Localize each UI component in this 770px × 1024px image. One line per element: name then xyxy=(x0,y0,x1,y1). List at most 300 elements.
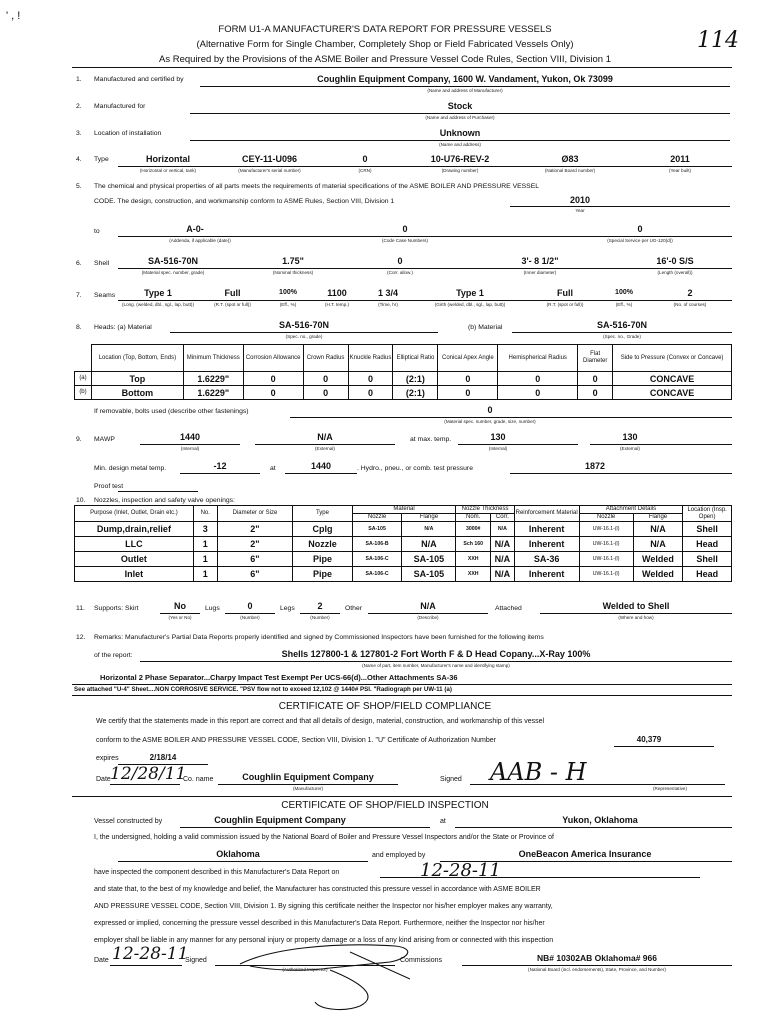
proof-test-label: Proof test xyxy=(94,483,124,490)
line-number: 12. xyxy=(76,634,86,641)
inspection-text: have inspected the component described in this Manufacturer's Data Report on xyxy=(94,869,340,876)
year-built-value[interactable]: 2011 xyxy=(670,154,690,164)
caption: (Where and how) xyxy=(618,615,654,620)
legs-label: Legs xyxy=(280,605,295,612)
location-caption: (Name and address) xyxy=(439,142,481,147)
caption: (Authorized Inspector) xyxy=(282,967,328,972)
handwritten-date[interactable]: 12/28/11 xyxy=(110,764,187,784)
table-cell[interactable]: Nozzle xyxy=(293,537,352,552)
attached-line xyxy=(540,613,732,614)
special-service-value[interactable]: 0 xyxy=(637,224,643,234)
caption: (Girth (welded, dbl., sgl., lap, butt)) xyxy=(434,302,506,307)
caption: (Time, hr) xyxy=(378,302,398,307)
remarks-divider xyxy=(72,695,732,696)
purchaser-value[interactable]: Stock xyxy=(447,101,473,111)
caption: (Material spec. number, grade, size, number) xyxy=(444,419,536,424)
caption: (Eff., %) xyxy=(615,302,633,307)
vessel-orientation-value[interactable]: Horizontal xyxy=(146,154,190,164)
col-header: Corr. xyxy=(490,514,514,522)
caption: (Drawing number) xyxy=(441,168,479,173)
table-cell[interactable]: CONCAVE xyxy=(613,386,732,400)
table-cell[interactable]: N/A xyxy=(633,537,683,552)
compliance-text: We certify that the statements made in this report are correct and that all details of design, material, construction, and workmanship of this vessel xyxy=(96,718,545,725)
table-cell[interactable]: SA-106-C xyxy=(352,567,402,582)
remarks-line-2[interactable]: Horizontal 2 Phase Separator...Charpy Impact Test Exempt Per UCS-66(d)...Other Attachments SA-36 xyxy=(100,673,458,682)
authorization-number-value[interactable]: 40,379 xyxy=(636,735,662,744)
table-cell[interactable]: N/A xyxy=(490,522,514,537)
table-cell[interactable]: 1.6229" xyxy=(183,386,243,400)
handwritten-date[interactable]: 12-28-11 xyxy=(112,944,189,964)
col-header: Elliptical Ratio xyxy=(393,345,438,372)
table-cell[interactable]: CONCAVE xyxy=(613,372,732,386)
edition-year-value[interactable]: 2010 xyxy=(569,195,591,205)
col-header: Side to Pressure (Convex or Concave) xyxy=(613,345,732,372)
caption: (Special Service per UG-120(d)) xyxy=(607,238,673,243)
caption: (Eff., %) xyxy=(279,302,297,307)
col-header: Attachment Details xyxy=(579,506,683,514)
removable-bolts-value[interactable]: 0 xyxy=(487,405,493,415)
table-cell[interactable]: 0 xyxy=(438,386,498,400)
col-header: Crown Radius xyxy=(303,345,348,372)
company-name-value[interactable]: Coughlin Equipment Company xyxy=(242,772,374,782)
courses-value[interactable]: 2 xyxy=(687,288,693,298)
table-cell[interactable]: Inherent xyxy=(514,567,579,582)
table-cell[interactable]: Shell xyxy=(683,552,732,567)
table-cell[interactable]: UW-16.1-(l) xyxy=(579,552,633,567)
table-cell[interactable]: 0 xyxy=(498,386,578,400)
attached-value[interactable]: Welded to Shell xyxy=(602,601,670,611)
type-field-line xyxy=(118,166,732,167)
table-cell[interactable]: Inherent xyxy=(514,522,579,537)
purchaser-label: Manufactured for xyxy=(94,103,146,110)
table-cell[interactable]: Pipe xyxy=(293,552,352,567)
corner-marks: ' , ! xyxy=(6,10,21,22)
table-cell[interactable]: 0 xyxy=(303,386,348,400)
line-number: 7. xyxy=(76,292,82,299)
ht-temp-value[interactable]: 1100 xyxy=(327,288,347,298)
commission-state-value[interactable]: Oklahoma xyxy=(216,849,260,859)
employer-value[interactable]: OneBeacon America Insurance xyxy=(518,849,652,859)
table-cell[interactable]: 0 xyxy=(578,372,613,386)
compliance-certificate-title: CERTIFICATE OF SHOP/FIELD COMPLIANCE xyxy=(278,701,492,712)
col-header: Type xyxy=(293,506,352,522)
table-cell[interactable]: SA-106-C xyxy=(352,552,402,567)
mawp-label: MAWP xyxy=(94,436,115,443)
date-label: Date xyxy=(96,776,111,783)
employed-by-label: and employed by xyxy=(372,852,426,859)
col-header: Location (Insp. Open) xyxy=(683,506,732,522)
form-title: FORM U1-A MANUFACTURER'S DATA REPORT FOR PRESSURE VESSELS xyxy=(218,24,552,35)
proof-line xyxy=(118,491,198,492)
shell-label: Shell xyxy=(94,260,110,267)
max-temp-label: at max. temp. xyxy=(410,436,452,443)
caption: (Spec. no., Grade) xyxy=(603,334,641,339)
table-cell[interactable]: LLC xyxy=(75,537,194,552)
inspection-text: I, the undersigned, holding a valid commission issued by the National Board of Boiler and Pressure Vessel Inspectors and/or the State or Province of xyxy=(94,834,554,841)
manufacturer-signature[interactable]: AAB - H xyxy=(490,758,587,786)
date-line xyxy=(110,965,182,966)
other-support-value[interactable]: N/A xyxy=(420,601,436,611)
header-divider xyxy=(72,67,732,68)
table-cell[interactable]: 3000# xyxy=(456,522,491,537)
table-cell[interactable]: 1 xyxy=(193,537,217,552)
girth-efficiency-value[interactable]: 100% xyxy=(615,289,633,296)
caption: (Describe) xyxy=(417,615,439,620)
other-line xyxy=(368,613,488,614)
remarks-line xyxy=(140,661,732,662)
line-number: 6. xyxy=(76,260,82,267)
nozzles-table xyxy=(74,505,732,582)
caption: (Nominal thickness) xyxy=(272,270,314,275)
code-case-value[interactable]: 0 xyxy=(402,224,408,234)
col-header: Conical Apex Angle xyxy=(438,345,498,372)
table-cell[interactable]: 1 xyxy=(193,552,217,567)
temp-int-line xyxy=(458,444,578,445)
caption: (H.T. temp.) xyxy=(325,302,349,307)
co-name-label: Co. name xyxy=(183,776,214,783)
shell-length-value[interactable]: 16'-0 S/S xyxy=(656,256,694,266)
inspection-certificate-title: CERTIFICATE OF SHOP/FIELD INSPECTION xyxy=(281,800,489,811)
lugs-line xyxy=(225,613,275,614)
inspection-text: AND PRESSURE VESSEL CODE, Section VIII, Division 1. By signing this certificate neither the Inspector nor his/her employer makes any warranty, xyxy=(94,903,553,910)
commissions-label: Commissions xyxy=(400,957,443,964)
heads-b-label: (b) Material xyxy=(468,324,503,331)
mdmt-pressure-value[interactable]: 1440 xyxy=(310,461,332,471)
line-number: 9. xyxy=(76,436,82,443)
mdmt-pressure-line xyxy=(285,473,357,474)
max-temp-internal-value[interactable]: 130 xyxy=(490,432,506,442)
addenda-value[interactable]: A-0- xyxy=(186,224,204,234)
caption: (National Board number) xyxy=(544,168,596,173)
caption: (Number) xyxy=(240,615,260,620)
caption: (Number) xyxy=(310,615,330,620)
row-tag: (a) xyxy=(75,372,92,386)
col-header: Nom. xyxy=(456,514,491,522)
table-cell[interactable]: N/A xyxy=(633,522,683,537)
drawing-number-value[interactable]: 10-U76-REV-2 xyxy=(430,154,490,164)
col-header: Nozzle Thickness xyxy=(456,506,514,514)
head-a-line xyxy=(170,332,438,333)
type-label: Type xyxy=(94,156,109,163)
ht-time-value[interactable]: 1 3/4 xyxy=(377,288,399,298)
line-number: 5. xyxy=(76,183,82,190)
table-cell[interactable]: 0 xyxy=(348,372,393,386)
auth-number-line xyxy=(614,746,714,747)
table-cell[interactable]: 1 xyxy=(193,567,217,582)
other-label: Other xyxy=(345,605,362,612)
caption: (Length (overall)) xyxy=(657,270,693,275)
line-number: 10. xyxy=(76,497,86,504)
table-cell[interactable]: N/A xyxy=(490,567,514,582)
certificate-divider xyxy=(72,796,732,797)
col-header: Flange xyxy=(402,514,456,522)
manufacturer-value[interactable]: Coughlin Equipment Company, 1600 W. Vandament, Yukon, Ok 73099 xyxy=(317,74,613,84)
long-efficiency-value[interactable]: 100% xyxy=(279,289,297,296)
mdmt-label: Min. design metal temp. xyxy=(94,465,167,472)
table-cell[interactable]: N/A xyxy=(402,522,456,537)
mawp-ext-line xyxy=(255,444,395,445)
col-header: Minimum Thickness xyxy=(183,345,243,372)
location-field-line xyxy=(190,140,730,141)
caption: Year xyxy=(575,208,585,213)
table-cell[interactable]: 0 xyxy=(243,386,303,400)
caption: (Horizontal or vertical, tank) xyxy=(139,168,197,173)
table-cell[interactable]: 6" xyxy=(217,567,293,582)
table-cell[interactable]: Pipe xyxy=(293,567,352,582)
table-cell[interactable]: Cplg xyxy=(293,522,352,537)
girth-rt-value[interactable]: Full xyxy=(557,288,573,298)
skirt-line xyxy=(160,613,200,614)
shell-diameter-value[interactable]: 3'- 8 1/2" xyxy=(521,256,559,266)
line-number: 8. xyxy=(76,324,82,331)
serial-number-value[interactable]: CEY-11-U096 xyxy=(241,154,298,164)
table-cell[interactable]: (2:1) xyxy=(393,386,438,400)
table-cell[interactable]: 0 xyxy=(243,372,303,386)
table-cell[interactable]: 2" xyxy=(217,537,293,552)
table-row xyxy=(75,552,732,567)
col-header: Purpose (Inlet, Outlet, Drain etc.) xyxy=(75,506,194,522)
constructed-by-line xyxy=(180,827,430,828)
remarks-text: Remarks: Manufacturer's Partial Data Reports properly identified and signed by Commissioned Inspectors have been furnished for the following items xyxy=(94,634,544,641)
at-label: at xyxy=(440,818,446,825)
line-number: 11. xyxy=(76,605,85,612)
signed-label: Signed xyxy=(440,776,462,783)
mawp-external-value[interactable]: N/A xyxy=(317,432,333,442)
location-value[interactable]: Unknown xyxy=(439,128,481,138)
compliance-text: conform to the ASME BOILER AND PRESSURE VESSEL CODE, Section VIII, Division 1. "U" Certificate of Authorization Number xyxy=(96,737,496,744)
mawp-int-line xyxy=(140,444,240,445)
temp-ext-line xyxy=(590,444,732,445)
col-header: Knuckle Radius xyxy=(348,345,393,372)
to-label: to xyxy=(94,228,100,235)
table-cell[interactable]: Welded xyxy=(633,567,683,582)
caption: (CRN) xyxy=(358,168,372,173)
caption: (Representative) xyxy=(653,786,687,791)
caption: (Material spec. number, grade) xyxy=(141,270,205,275)
heads-table xyxy=(74,344,732,400)
expires-value[interactable]: 2/18/14 xyxy=(149,753,177,762)
signed-label: Signed xyxy=(185,957,207,964)
long-rt-value[interactable]: Full xyxy=(224,288,241,298)
table-cell[interactable]: Outlet xyxy=(75,552,194,567)
table-cell[interactable]: XXH xyxy=(456,552,491,567)
caption: (Manufacturer) xyxy=(292,786,324,791)
at-label: at xyxy=(270,465,276,472)
removable-bolts-label: If removable, bolts used (describe other fastenings) xyxy=(94,408,249,415)
table-row xyxy=(75,522,732,537)
caption: (Internal) xyxy=(180,446,200,451)
skirt-value[interactable]: No xyxy=(174,601,186,611)
table-cell[interactable]: Head xyxy=(683,567,732,582)
handwritten-page-number: 114 xyxy=(697,28,739,53)
hydro-line xyxy=(510,473,732,474)
handwritten-inspection-date[interactable]: 12-28-11 xyxy=(420,860,501,881)
table-cell[interactable]: 3 xyxy=(193,522,217,537)
caption: (Code Case Numbers) xyxy=(382,238,428,243)
table-cell[interactable]: 0 xyxy=(303,372,348,386)
table-cell[interactable]: Inherent xyxy=(514,537,579,552)
shell-thickness-value[interactable]: 1.75" xyxy=(282,256,304,266)
constructed-at-line xyxy=(455,827,732,828)
mdmt-value[interactable]: -12 xyxy=(213,461,227,471)
col-header: Reinforcement Material xyxy=(514,506,579,522)
caption: (Corr. allow.) xyxy=(387,270,413,275)
shell-line xyxy=(118,268,732,269)
code-statement-text: The chemical and physical properties of all parts meets the requirements of material specifications of the ASME BOILER AND PRESSURE VESSEL xyxy=(94,183,540,190)
col-header: Flange xyxy=(633,514,683,522)
date-label: Date xyxy=(94,957,109,964)
lugs-value[interactable]: 0 xyxy=(247,601,253,611)
caption: (National Board (incl. endorsements), State, Province, and Number) xyxy=(528,967,666,972)
table-row xyxy=(75,567,732,582)
manufacturer-label: Manufactured and certified by xyxy=(94,76,184,83)
table-row xyxy=(75,372,732,386)
shell-material-value[interactable]: SA-516-70N xyxy=(147,256,199,266)
supports-label: Supports: Skirt xyxy=(94,605,139,612)
table-cell[interactable]: UW-16.1-(l) xyxy=(579,537,633,552)
table-cell[interactable]: (2:1) xyxy=(393,372,438,386)
commissions-line xyxy=(462,965,732,966)
line-number: 1. xyxy=(76,76,82,83)
table-cell[interactable]: Shell xyxy=(683,522,732,537)
col-header: Flat Diameter xyxy=(578,345,613,372)
table-cell[interactable]: Welded xyxy=(633,552,683,567)
crn-value[interactable]: 0 xyxy=(362,154,368,164)
table-cell[interactable]: Inlet xyxy=(75,567,194,582)
table-cell[interactable]: Head xyxy=(683,537,732,552)
table-cell[interactable]: SA-105 xyxy=(402,567,456,582)
table-cell[interactable]: 0 xyxy=(438,372,498,386)
col-header: Nozzle xyxy=(579,514,633,522)
caption: (Spec. no., grade) xyxy=(285,334,323,339)
manufacturer-field-line xyxy=(200,86,730,87)
hydro-test-value[interactable]: 1872 xyxy=(584,461,606,471)
attached-label: Attached xyxy=(495,605,522,612)
table-cell[interactable]: SA-106-B xyxy=(352,537,402,552)
table-cell[interactable]: 2" xyxy=(217,522,293,537)
purchaser-caption: (Name and address of Purchaser) xyxy=(425,115,495,120)
col-header: Corrosion Allowance xyxy=(243,345,303,372)
hydro-test-label: . Hydro., pneu., or comb. test pressure xyxy=(357,465,473,472)
col-header: No. xyxy=(193,506,217,522)
table-cell[interactable]: Bottom xyxy=(91,386,183,400)
expires-label: expires xyxy=(96,755,119,762)
table-cell[interactable]: SA-105 xyxy=(352,522,402,537)
caption: (External) xyxy=(315,446,335,451)
edition-year-line xyxy=(510,206,730,207)
line-number: 4. xyxy=(76,156,82,163)
code-statement-text: CODE. The design, construction, and workmanship conform to ASME Rules, Section VIII, Division 1 xyxy=(94,198,395,205)
mawp-internal-value[interactable]: 1440 xyxy=(179,432,201,442)
caption: (R.T. (spot or full)) xyxy=(546,302,584,307)
table-cell[interactable]: SA-105 xyxy=(402,552,456,567)
manufacturer-caption: (Name and address of Manufacturer) xyxy=(427,88,503,93)
lugs-label: Lugs xyxy=(205,605,220,612)
line-number: 2. xyxy=(76,103,82,110)
caption: (Yes or No) xyxy=(168,615,192,620)
form-subtitle: (Alternative Form for Single Chamber, Completely Shop or Field Fabricated Vessels Only) xyxy=(196,39,574,50)
table-cell[interactable]: Sch 160 xyxy=(456,537,491,552)
co-name-line xyxy=(218,784,398,785)
vessel-constructed-label: Vessel constructed by xyxy=(94,818,163,825)
col-header: Location (Top, Bottom, Ends) xyxy=(91,345,183,372)
caption: (External) xyxy=(620,446,640,451)
date-line xyxy=(110,784,180,785)
caption: (Name of part, item number, Manufacturer's name and identifying stamp) xyxy=(362,663,510,668)
girth-seam-type-value[interactable]: Type 1 xyxy=(456,288,484,298)
caption: (Year built) xyxy=(668,168,692,173)
caption: (No. of courses) xyxy=(673,302,707,307)
table-cell[interactable]: UW-16.1-(l) xyxy=(579,567,633,582)
national-board-number-value[interactable]: Ø83 xyxy=(561,154,579,164)
removable-line xyxy=(290,417,732,418)
table-cell[interactable]: 0 xyxy=(348,386,393,400)
inspection-text: expressed or implied, concerning the pressure vessel described in this Manufacturer's Data Report. Furthermore, neither the Inspector nor his/her xyxy=(94,920,545,927)
legs-value[interactable]: 2 xyxy=(317,601,323,611)
col-header: Diameter or Size xyxy=(217,506,293,522)
table-cell[interactable]: UW-16.1-(l) xyxy=(579,522,633,537)
commissions-value[interactable]: NB# 10302AB Oklahoma# 966 xyxy=(536,953,657,963)
state-line xyxy=(118,861,368,862)
table-cell[interactable]: 6" xyxy=(217,552,293,567)
inspection-text: and state that, to the best of my knowledge and belief, the Manufacturer has constructed this pressure vessel in accordance with ASME BOILER xyxy=(94,886,541,893)
table-cell[interactable]: N/A xyxy=(490,552,514,567)
purchaser-field-line xyxy=(190,113,730,114)
table-cell[interactable]: 0 xyxy=(498,372,578,386)
caption: (Inner diameter) xyxy=(523,270,557,275)
table-cell[interactable]: XXH xyxy=(456,567,491,582)
table-cell[interactable]: SA-36 xyxy=(514,552,579,567)
col-header: Hemispherical Radius xyxy=(498,345,578,372)
col-header: Material xyxy=(352,506,456,514)
caption: (R.T. (spot or full)) xyxy=(214,302,251,307)
caption: (Internal) xyxy=(488,446,508,451)
of-report-label: of the report: xyxy=(94,652,133,659)
remarks-line-3[interactable]: See attached "U-4" Sheet....NON CORROSIVE SERVICE. "PSV flow not to exceed 12,102 @ 1440# PSI. "Radiograph per UW-11 (a) xyxy=(74,686,452,693)
table-row xyxy=(75,537,732,552)
nozzles-label: Nozzles, inspection and safety valve openings: xyxy=(94,497,235,504)
caption: (Manufacturer's serial number) xyxy=(238,168,301,173)
col-header: Nozzle xyxy=(352,514,402,522)
head-a-material-value[interactable]: SA-516-70N xyxy=(278,320,330,330)
shell-corrosion-value[interactable]: 0 xyxy=(397,256,403,266)
table-cell[interactable]: Dump,drain,relief xyxy=(75,522,194,537)
table-cell[interactable]: 1.6229" xyxy=(183,372,243,386)
legs-line xyxy=(300,613,340,614)
table-cell[interactable]: 0 xyxy=(578,386,613,400)
mdmt-line xyxy=(180,473,260,474)
row-tag: (b) xyxy=(75,386,92,400)
line-number: 3. xyxy=(76,130,82,137)
location-label: Location of installation xyxy=(94,130,162,137)
head-b-material-value[interactable]: SA-516-70N xyxy=(596,320,648,330)
max-temp-external-value[interactable]: 130 xyxy=(622,432,638,442)
remarks-divider xyxy=(72,684,732,685)
caption: (Long. (welded, dbl., sgl., lap, butt)) xyxy=(121,302,194,307)
caption: (Addenda, if applicable (date)) xyxy=(169,238,231,243)
table-cell[interactable]: N/A xyxy=(490,537,514,552)
table-cell[interactable]: Top xyxy=(91,372,183,386)
table-cell[interactable]: N/A xyxy=(402,537,456,552)
form-provisions: As Required by the Provisions of the ASME Boiler and Pressure Vessel Code Rules, Section VIII, Division 1 xyxy=(158,54,611,65)
addenda-line xyxy=(118,236,732,237)
table-row xyxy=(75,386,732,400)
heads-a-label: Heads: (a) Material xyxy=(94,324,152,331)
constructed-at-value[interactable]: Yukon, Oklahoma xyxy=(562,815,638,825)
partial-reports-value[interactable]: Shells 127800-1 & 127801-2 Fort Worth F & D Head Copany...X-Ray 100% xyxy=(281,649,591,659)
long-seam-type-value[interactable]: Type 1 xyxy=(144,288,172,298)
constructed-by-value[interactable]: Coughlin Equipment Company xyxy=(214,815,346,825)
